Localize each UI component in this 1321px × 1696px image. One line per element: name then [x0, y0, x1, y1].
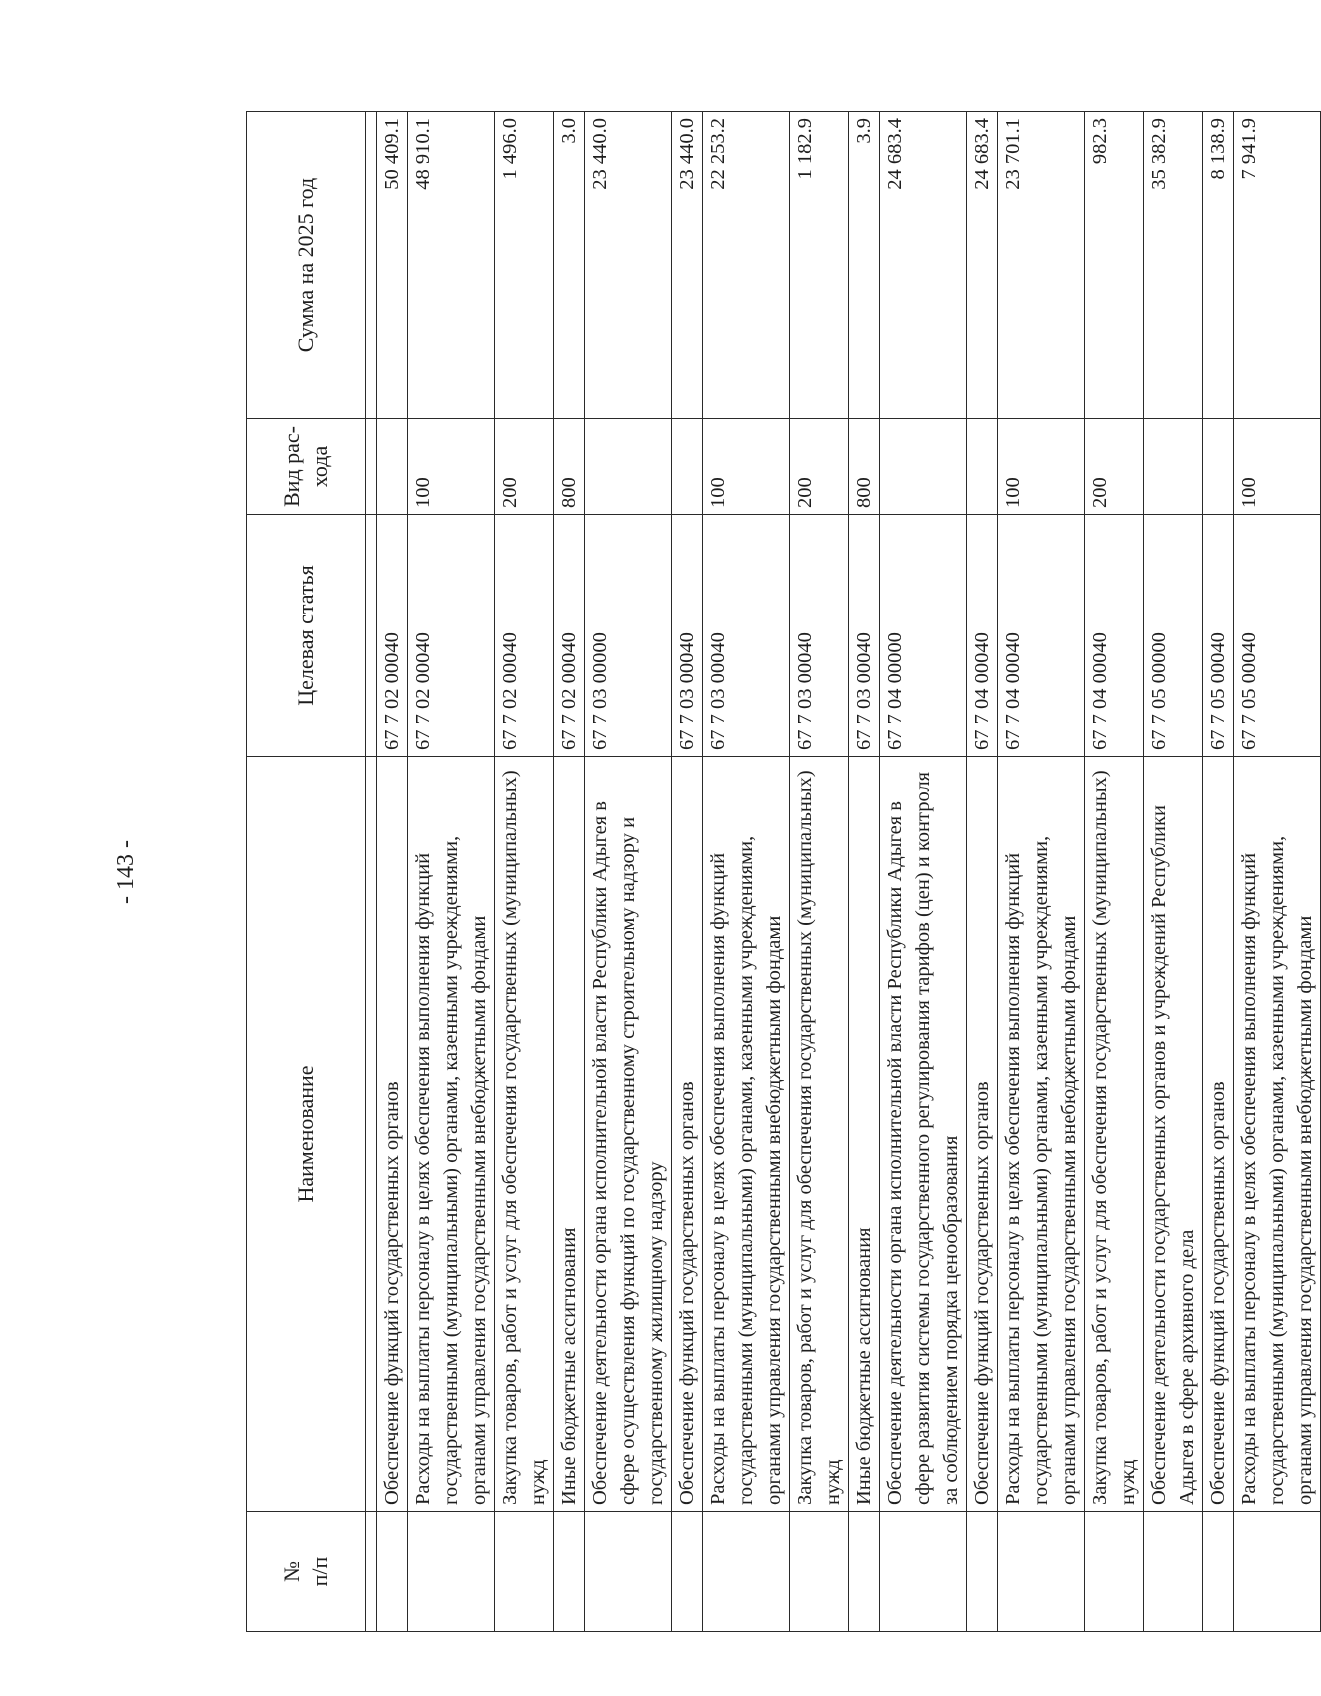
row-expense-type: [366, 419, 377, 515]
header-amount-2025: Сумма на 2025 год: [247, 112, 366, 419]
row-amount: 35 382.9: [1144, 112, 1203, 419]
row-amount: 1 496.0: [495, 112, 554, 419]
row-target-article: 67 7 03 00040: [849, 515, 880, 757]
row-amount: 22 253.2: [703, 112, 790, 419]
row-number-cell: [967, 1512, 998, 1632]
row-name: Обеспечение деятельности органа исполнительной власти Республики Адыгея в сфере развития системы государственного регулирования тарифов (цен) и контроля за соблюдением порядка ценообразования: [880, 757, 967, 1512]
row-name: [366, 757, 377, 1512]
table-row: [967, 112, 998, 1632]
row-expense-type: 200: [790, 419, 849, 515]
row-target-article: 67 7 02 00040: [554, 515, 585, 757]
row-target-article: 67 7 02 00040: [408, 515, 495, 757]
row-amount: 50 409.1: [377, 112, 408, 419]
row-amount: 7 941.9: [1234, 112, 1321, 419]
row-number-cell: [849, 1512, 880, 1632]
row-name: Обеспечение деятельности государственных органов и учреждений Республики Адыгея в сфере архивного дела: [1144, 757, 1203, 1512]
row-target-article: 67 7 05 00040: [1203, 515, 1234, 757]
row-name: Обеспечение функций государственных органов: [967, 757, 998, 1512]
row-target-article: 67 7 05 00040: [1234, 515, 1321, 757]
row-expense-type: [585, 419, 672, 515]
row-expense-type: 200: [495, 419, 554, 515]
row-name: Обеспечение деятельности органа исполнительной власти Республики Адыгея в сфере осуществления функций по государственному строительному надзору и государственному жилищному надзору: [585, 757, 672, 1512]
row-name: Обеспечение функций государственных органов: [377, 757, 408, 1512]
row-expense-type: 200: [1085, 419, 1144, 515]
table-row: [998, 112, 1085, 1632]
row-name: Закупка товаров, работ и услуг для обеспечения государственных (муниципальных) нужд: [790, 757, 849, 1512]
row-amount: 24 683.4: [967, 112, 998, 419]
table-row: [1085, 112, 1144, 1632]
row-name: Расходы на выплаты персоналу в целях обеспечения выполнения функций государственными (муниципальными) органами, казенными учреждениями, органами управления государственными внебюджетными фондами: [408, 757, 495, 1512]
row-target-article: [366, 515, 377, 757]
row-amount: 23 440.0: [585, 112, 672, 419]
row-number-cell: [554, 1512, 585, 1632]
row-name: Закупка товаров, работ и услуг для обеспечения государственных (муниципальных) нужд: [1085, 757, 1144, 1512]
table-row: [366, 112, 377, 1632]
page-number: - 143 -: [113, 840, 139, 904]
table-row: [672, 112, 703, 1632]
row-name: Иные бюджетные ассигнования: [554, 757, 585, 1512]
header-number: № п/п: [247, 1512, 366, 1632]
table-row: [377, 112, 408, 1632]
table-row: [1234, 112, 1321, 1632]
row-amount: 48 910.1: [408, 112, 495, 419]
table-row: [585, 112, 672, 1632]
row-target-article: 67 7 03 00040: [703, 515, 790, 757]
row-number-cell: [1085, 1512, 1144, 1632]
table-row: [495, 112, 554, 1632]
budget-table: [246, 111, 1321, 1632]
header-name: Наименование: [247, 757, 366, 1512]
row-number-cell: [1234, 1512, 1321, 1632]
row-target-article: 67 7 04 00040: [998, 515, 1085, 757]
header-target-article: Целевая статья: [247, 515, 366, 757]
row-expense-type: 100: [703, 419, 790, 515]
table-row: [790, 112, 849, 1632]
row-number-cell: [585, 1512, 672, 1632]
table-header-row: [247, 112, 366, 1632]
table-row: [1144, 112, 1203, 1632]
row-number-cell: [998, 1512, 1085, 1632]
row-expense-type: [1203, 419, 1234, 515]
row-amount: [366, 112, 377, 419]
row-target-article: 67 7 03 00040: [672, 515, 703, 757]
row-expense-type: 800: [554, 419, 585, 515]
row-name: Расходы на выплаты персоналу в целях обеспечения выполнения функций государственными (муниципальными) органами, казенными учреждениями, органами управления государственными внебюджетными фондами: [703, 757, 790, 1512]
table-row: [849, 112, 880, 1632]
row-number-cell: [366, 1512, 377, 1632]
row-name: Расходы на выплаты персоналу в целях обеспечения выполнения функций государственными (муниципальными) органами, казенными учреждениями, органами управления государственными внебюджетными фондами: [998, 757, 1085, 1512]
row-number-cell: [1144, 1512, 1203, 1632]
row-number-cell: [1203, 1512, 1234, 1632]
row-name: Иные бюджетные ассигнования: [849, 757, 880, 1512]
row-expense-type: [672, 419, 703, 515]
row-expense-type: 100: [1234, 419, 1321, 515]
row-name: Обеспечение функций государственных органов: [672, 757, 703, 1512]
row-number-cell: [377, 1512, 408, 1632]
row-amount: 23 440.0: [672, 112, 703, 419]
row-expense-type: 100: [408, 419, 495, 515]
row-target-article: 67 7 02 00040: [495, 515, 554, 757]
row-number-cell: [495, 1512, 554, 1632]
row-number-cell: [703, 1512, 790, 1632]
row-number-cell: [408, 1512, 495, 1632]
row-amount: 982.3: [1085, 112, 1144, 419]
row-amount: 3.0: [554, 112, 585, 419]
row-amount: 8 138.9: [1203, 112, 1234, 419]
row-expense-type: [1144, 419, 1203, 515]
row-target-article: 67 7 02 00040: [377, 515, 408, 757]
row-expense-type: 800: [849, 419, 880, 515]
row-expense-type: [377, 419, 408, 515]
table-row: [554, 112, 585, 1632]
row-target-article: 67 7 04 00040: [1085, 515, 1144, 757]
document-page: [111, 112, 1316, 1632]
row-target-article: 67 7 03 00040: [790, 515, 849, 757]
row-name: Обеспечение функций государственных органов: [1203, 757, 1234, 1512]
row-number-cell: [790, 1512, 849, 1632]
row-amount: 3.9: [849, 112, 880, 419]
row-target-article: 67 7 05 00000: [1144, 515, 1203, 757]
row-amount: 23 701.1: [998, 112, 1085, 419]
row-target-article: 67 7 04 00040: [967, 515, 998, 757]
table-row: [408, 112, 495, 1632]
table-row: [1203, 112, 1234, 1632]
row-number-cell: [672, 1512, 703, 1632]
row-amount: 24 683.4: [880, 112, 967, 419]
row-target-article: 67 7 04 00000: [880, 515, 967, 757]
row-name: Расходы на выплаты персоналу в целях обеспечения выполнения функций государственными (муниципальными) органами, казенными учреждениями, органами управления государственными внебюджетными фондами: [1234, 757, 1321, 1512]
table-row: [880, 112, 967, 1632]
table-body: [366, 112, 1321, 1632]
header-expense-type: Вид рас-хода: [247, 419, 366, 515]
row-number-cell: [880, 1512, 967, 1632]
row-expense-type: [967, 419, 998, 515]
row-target-article: 67 7 03 00000: [585, 515, 672, 757]
row-expense-type: [880, 419, 967, 515]
table-row: [703, 112, 790, 1632]
row-amount: 1 182.9: [790, 112, 849, 419]
row-expense-type: 100: [998, 419, 1085, 515]
row-name: Закупка товаров, работ и услуг для обеспечения государственных (муниципальных) нужд: [495, 757, 554, 1512]
